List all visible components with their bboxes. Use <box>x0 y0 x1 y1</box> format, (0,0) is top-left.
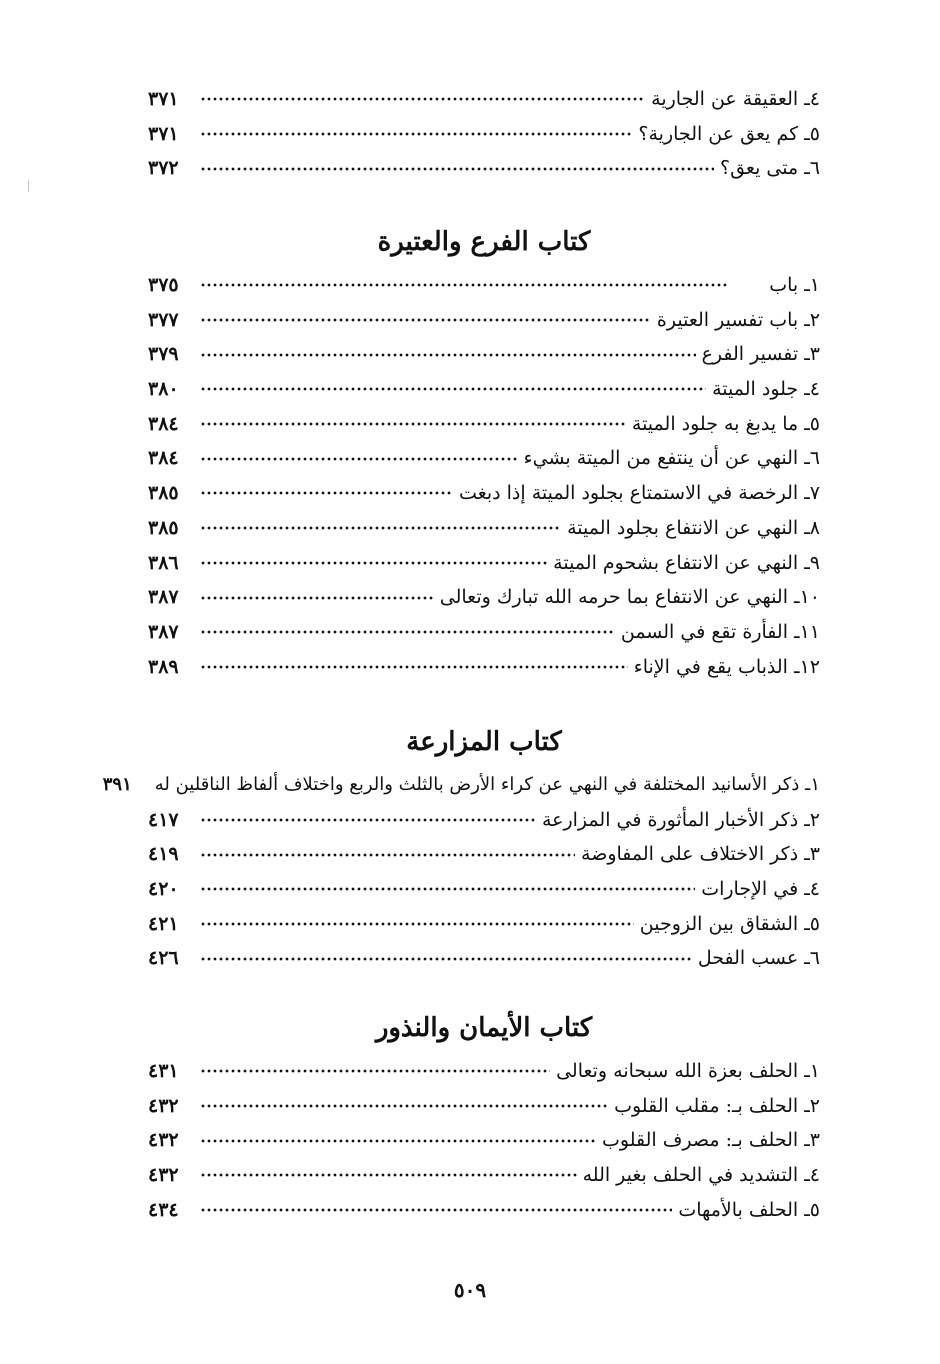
toc-entry[interactable] <box>148 803 820 838</box>
dot-leader <box>200 454 518 464</box>
dot-leader <box>200 662 628 672</box>
entry-title: ٢ـ باب تفسير العتيرة <box>656 308 820 331</box>
entry-title: ٨ـ النهي عن الانتفاع بجلود الميتة <box>567 516 820 539</box>
entry-title: ٤ـ في الإجارات <box>701 878 820 901</box>
entry-page: ٣٨٧ <box>148 586 179 609</box>
entry-title: ٥ـ الحلف بالأمهات <box>678 1198 820 1221</box>
entry-title: ١١ـ الفأرة تقع في السمن <box>620 620 820 643</box>
section-aiman-nudhur <box>148 1008 820 1227</box>
toc-entry[interactable] <box>148 476 820 511</box>
entry-page: ٣٨٧ <box>148 620 179 643</box>
dot-leader <box>200 488 453 498</box>
entry-page: ٣٧٩ <box>148 343 179 366</box>
entry-page: ٣٩١ <box>102 774 132 795</box>
entry-page: ٣٨٤ <box>148 412 179 435</box>
dot-leader <box>200 884 695 894</box>
entry-title: ٣ـ ذكر الاختلاف على المفاوضة <box>581 843 820 866</box>
toc-entry[interactable] <box>148 1158 820 1193</box>
toc-entry[interactable] <box>148 337 820 372</box>
dot-leader <box>200 129 632 139</box>
toc-entry[interactable] <box>148 1089 820 1124</box>
toc-entry[interactable] <box>148 837 820 872</box>
entry-page: ٤٣٤ <box>148 1198 179 1221</box>
entry-title: ١ـ باب <box>769 274 820 296</box>
entry-title: ١ـ الحلف بعزة الله سبحانه وتعالى <box>556 1060 820 1082</box>
entry-page: ٤٢٦ <box>148 947 179 970</box>
dot-leader <box>200 419 626 429</box>
toc-entry[interactable] <box>148 268 820 303</box>
entry-title: ٦ـ عسب الفحل <box>697 947 820 970</box>
toc-top-list <box>148 82 820 186</box>
dot-leader <box>200 627 615 637</box>
toc-entry[interactable] <box>148 407 820 442</box>
entry-page: ٤٣١ <box>148 1060 179 1082</box>
entry-title: ٢ـ ذكر الأخبار المأثورة في المزارعة <box>541 808 820 831</box>
toc-entry[interactable] <box>148 650 820 685</box>
entry-title: ٥ـ ما يدبغ به جلود الميتة <box>631 412 820 435</box>
entry-title: ٤ـ العقيقة عن الجارية <box>651 88 820 110</box>
toc-entry[interactable] <box>148 872 820 907</box>
dot-leader <box>200 593 434 603</box>
dot-leader <box>200 315 651 325</box>
toc-entry[interactable] <box>148 580 820 615</box>
entry-page: ٤١٧ <box>148 808 179 831</box>
toc-entry[interactable] <box>102 768 820 803</box>
page-number: ٥٠٩ <box>453 1278 487 1302</box>
entry-title: ٤ـ التشديد في الحلف بغير الله <box>582 1164 820 1187</box>
dot-leader <box>200 850 575 860</box>
entry-page: ٣٨٦ <box>148 551 179 574</box>
dot-leader <box>200 94 645 104</box>
toc-entry[interactable] <box>148 907 820 942</box>
entry-page: ٣٧٧ <box>148 308 179 331</box>
entry-title: ٢ـ الحلف بـ: مقلب القلوب <box>614 1094 820 1117</box>
entry-page: ٣٧٥ <box>148 274 179 296</box>
dot-leader <box>200 815 536 825</box>
dot-leader <box>200 1136 596 1146</box>
entry-page: ٣٨٤ <box>148 447 179 470</box>
entry-page: ٤١٩ <box>148 843 179 866</box>
entry-page: ٤٣٢ <box>148 1164 179 1187</box>
entry-page: ٣٧٢ <box>148 157 179 180</box>
entry-page: ٤٢١ <box>148 912 179 935</box>
dot-leader <box>200 164 714 174</box>
entry-title: ٩ـ النهي عن الانتفاع بشحوم الميتة <box>553 551 820 574</box>
entry-title: ٣ـ الحلف بـ: مصرف القلوب <box>602 1129 820 1152</box>
toc-entry[interactable] <box>148 546 820 581</box>
entry-title: ٥ـ كم يعق عن الجارية؟ <box>638 122 820 145</box>
section-heading: كتاب المزارعة <box>406 727 562 757</box>
toc-entry[interactable] <box>148 941 820 976</box>
section-heading: كتاب الفرع والعتيرة <box>377 227 591 257</box>
margin-mark <box>28 180 29 192</box>
toc-entry[interactable] <box>148 1054 820 1089</box>
entry-page: ٤٢٠ <box>148 878 179 901</box>
entry-page: ٣٨٠ <box>148 378 179 401</box>
entry-title: ٥ـ الشقاق بين الزوجين <box>639 912 820 935</box>
section-muzaraa <box>102 722 820 976</box>
dot-leader <box>200 919 634 929</box>
dot-leader <box>200 280 729 290</box>
toc-entry[interactable] <box>148 1123 820 1158</box>
entry-title: ١٢ـ الذباب يقع في الإناء <box>633 655 820 678</box>
dot-leader <box>200 350 696 360</box>
toc-entry[interactable] <box>148 511 820 546</box>
section-fara-atira <box>148 222 820 684</box>
toc-entry[interactable] <box>148 372 820 407</box>
toc-entry[interactable] <box>148 82 820 117</box>
entry-page: ٣٨٥ <box>148 482 179 505</box>
dot-leader <box>200 1205 672 1215</box>
dot-leader <box>200 1170 577 1180</box>
entry-page: ٣٨٥ <box>148 516 179 539</box>
entry-page: ٤٣٢ <box>148 1129 179 1152</box>
toc-entry[interactable] <box>148 151 820 186</box>
toc-entry[interactable] <box>148 1193 820 1228</box>
entry-page: ٤٣٢ <box>148 1094 179 1117</box>
entry-page: ٣٨٩ <box>148 655 179 678</box>
entry-title: ٧ـ الرخصة في الاستمتاع بجلود الميتة إذا دبغت <box>459 482 820 505</box>
dot-leader <box>200 954 692 964</box>
toc-entry[interactable] <box>148 441 820 476</box>
entry-page: ٣٧١ <box>148 88 179 110</box>
entry-title: ١٠ـ النهي عن الانتفاع بما حرمه الله تبارك وتعالى <box>439 586 820 609</box>
dot-leader <box>200 384 706 394</box>
entry-title: ٦ـ النهي عن أن ينتفع من الميتة بشيء <box>523 447 820 470</box>
dot-leader <box>200 1066 550 1076</box>
entry-title: ١ـ ذكر الأسانيد المختلفة في النهي عن كراء الأرض بالثلث والربع واختلاف ألفاظ الناقلين له <box>154 774 820 795</box>
toc-entry[interactable] <box>148 615 820 650</box>
section-heading: كتاب الأيمان والنذور <box>375 1013 593 1043</box>
entry-page: ٣٧١ <box>148 122 179 145</box>
entry-title: ٣ـ تفسير الفرع <box>701 343 820 366</box>
dot-leader <box>200 523 561 533</box>
entry-title: ٦ـ متى يعق؟ <box>720 157 820 180</box>
dot-leader <box>200 1101 608 1111</box>
toc-entry[interactable] <box>148 303 820 338</box>
toc-entry[interactable] <box>148 117 820 152</box>
entry-title: ٤ـ جلود الميتة <box>712 378 820 401</box>
dot-leader <box>200 558 547 568</box>
